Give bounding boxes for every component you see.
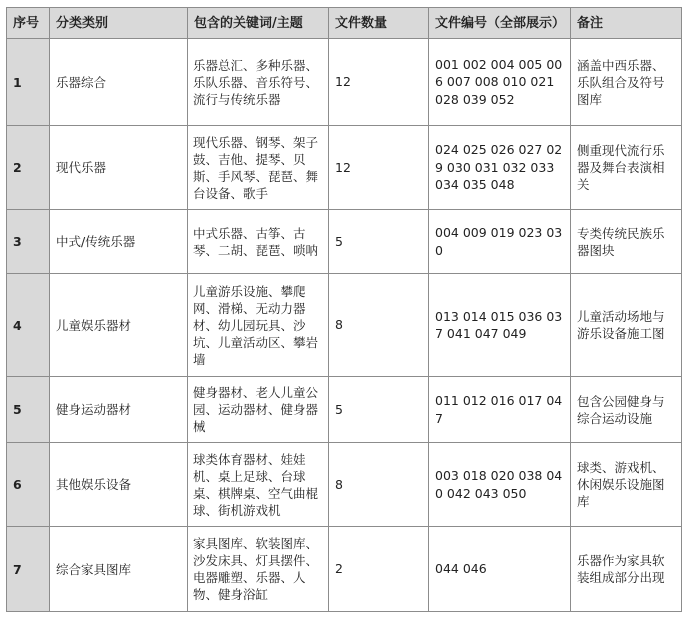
row-count: 8 [329,274,429,377]
row-category: 乐器综合 [50,39,188,126]
table-row [7,377,682,443]
row-codes: 013 014 015 036 037 041 047 049 [429,274,571,377]
row-index: 1 [7,39,50,126]
row-note: 球类、游戏机、休闲娱乐设施图库 [571,443,682,527]
row-note: 专类传统民族乐器图块 [571,210,682,274]
row-count: 8 [329,443,429,527]
table-row [7,126,682,210]
row-note: 儿童活动场地与游乐设备施工图 [571,274,682,377]
row-codes: 024 025 026 027 029 030 031 032 033 034 035 048 [429,126,571,210]
row-count: 12 [329,126,429,210]
row-count: 2 [329,527,429,612]
row-count: 5 [329,377,429,443]
row-count: 5 [329,210,429,274]
row-count: 12 [329,39,429,126]
table-row [7,39,682,126]
category-table [6,7,682,612]
row-category: 儿童娱乐器材 [50,274,188,377]
row-index: 2 [7,126,50,210]
row-codes: 044 046 [429,527,571,612]
row-keywords: 健身器材、老人儿童公园、运动器材、健身器械 [188,377,329,443]
table-header-row [7,8,682,39]
row-note: 涵盖中西乐器、乐队组合及符号图库 [571,39,682,126]
row-keywords: 中式乐器、古筝、古琴、二胡、琵琶、唢呐 [188,210,329,274]
table-row [7,274,682,377]
header-codes: 文件编号（全部展示） [429,8,571,39]
header-keywords: 包含的关键词/主题 [188,8,329,39]
row-codes: 001 002 004 005 006 007 008 010 021 028 039 052 [429,39,571,126]
row-codes: 011 012 016 017 047 [429,377,571,443]
header-count: 文件数量 [329,8,429,39]
row-category: 中式/传统乐器 [50,210,188,274]
row-category: 健身运动器材 [50,377,188,443]
row-note: 包含公园健身与综合运动设施 [571,377,682,443]
row-keywords: 现代乐器、钢琴、架子鼓、吉他、提琴、贝斯、手风琴、琵琶、舞台设备、歌手 [188,126,329,210]
row-category: 现代乐器 [50,126,188,210]
row-keywords: 儿童游乐设施、攀爬网、滑梯、无动力器材、幼儿园玩具、沙坑、儿童活动区、攀岩墙 [188,274,329,377]
table-row [7,210,682,274]
row-note: 乐器作为家具软装组成部分出现 [571,527,682,612]
table-row [7,527,682,612]
row-keywords: 球类体育器材、娃娃机、桌上足球、台球桌、棋牌桌、空气曲棍球、街机游戏机 [188,443,329,527]
row-keywords: 家具图库、软装图库、沙发床具、灯具摆件、电器雕塑、乐器、人物、健身浴缸 [188,527,329,612]
row-index: 7 [7,527,50,612]
row-keywords: 乐器总汇、多种乐器、乐队乐器、音乐符号、流行与传统乐器 [188,39,329,126]
row-index: 5 [7,377,50,443]
row-index: 3 [7,210,50,274]
row-category: 其他娱乐设备 [50,443,188,527]
row-codes: 004 009 019 023 030 [429,210,571,274]
row-index: 6 [7,443,50,527]
header-note: 备注 [571,8,682,39]
row-index: 4 [7,274,50,377]
header-category: 分类类别 [50,8,188,39]
row-codes: 003 018 020 038 040 042 043 050 [429,443,571,527]
table-row [7,443,682,527]
header-index: 序号 [7,8,50,39]
row-note: 侧重现代流行乐器及舞台表演相关 [571,126,682,210]
row-category: 综合家具图库 [50,527,188,612]
